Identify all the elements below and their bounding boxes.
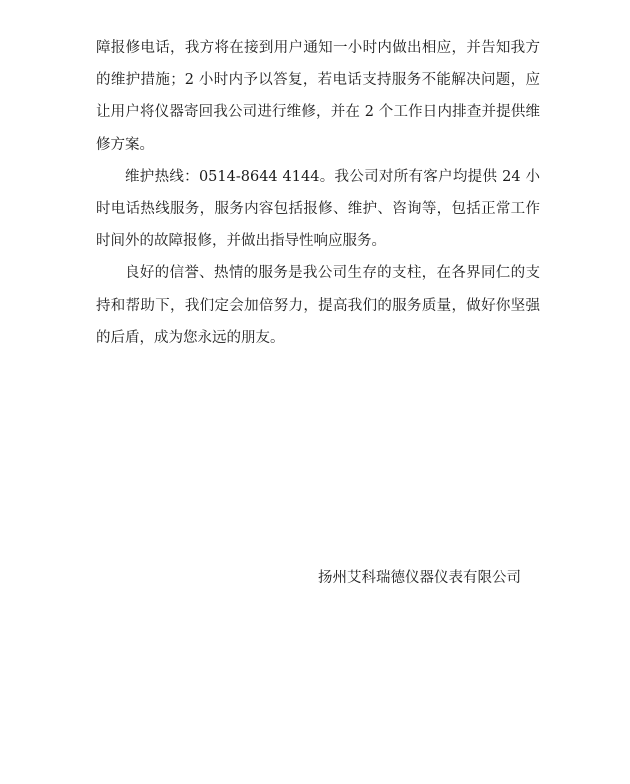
company-signature: 扬州艾科瑞德仪器仪表有限公司 [318, 570, 521, 586]
document-body [96, 32, 540, 354]
paragraph-continued-repair-policy: 障报修电话，我方将在接到用户通知一小时内做出相应，并告知我方的维护措施；2 小时内予以答复，若电话支持服务不能解决问题，应让用户将仪器寄回我公司进行维修，并在 2 个工作日内排查并提供维修方案。 [96, 40, 540, 153]
paragraph-maintenance-hotline: 维护热线：0514-8644 4144。我公司对所有客户均提供 24 小时电话热线服务，服务内容包括报修、维护、咨询等，包括正常工作时间外的故障报修，并做出指导性响应服务。 [96, 168, 540, 250]
paragraph-closing-statement: 良好的信誉、热情的服务是我公司生存的支柱，在各界同仁的支持和帮助下，我们定会加倍努力，提高我们的服务质量，做好你坚强的后盾，成为您永远的朋友。 [96, 265, 540, 346]
